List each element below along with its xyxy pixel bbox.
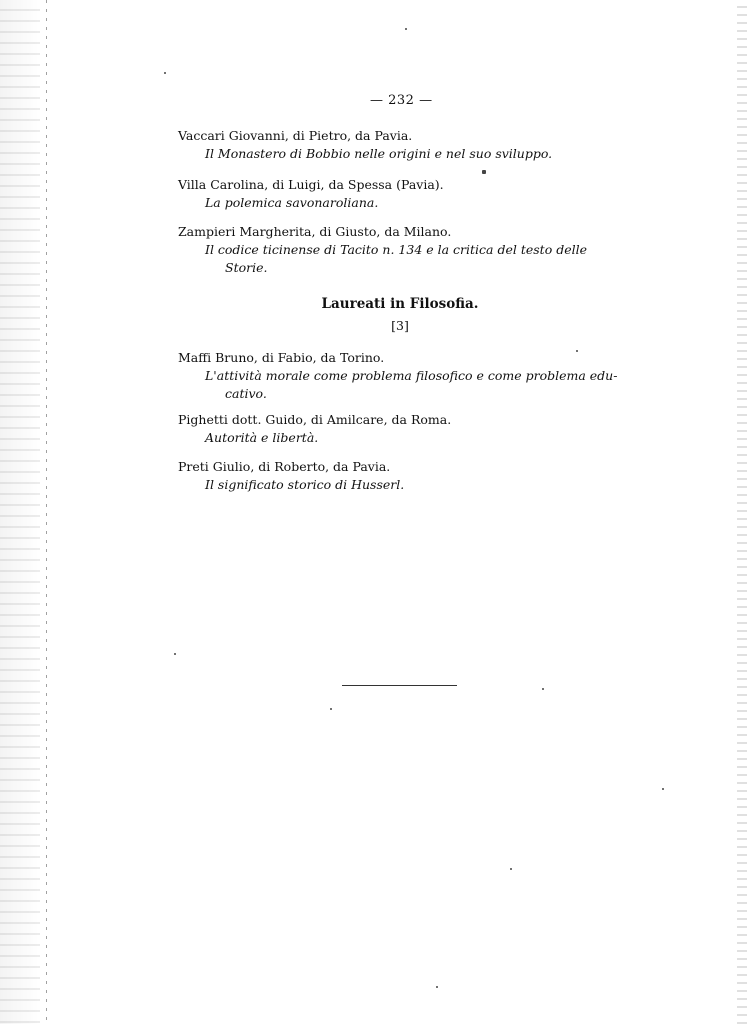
- scan-edge-left-line: [46, 0, 47, 1024]
- thesis-title-continuation: cativo.: [225, 386, 267, 401]
- graduate-name: Zampieri Margherita, di Giusto, da Milano.: [178, 224, 452, 239]
- thesis-title: Autorità e libertà.: [205, 430, 319, 445]
- scan-speck: [662, 788, 664, 790]
- scan-speck: [436, 986, 438, 988]
- scan-speck: [174, 653, 176, 655]
- list-item: [178, 176, 628, 212]
- graduate-name: Villa Carolina, di Luigi, da Spessa (Pavia).: [178, 177, 444, 192]
- thesis-title: Il significato storico di Husserl.: [205, 477, 405, 492]
- thesis-title: Il Monastero di Bobbio nelle origini e nel suo sviluppo.: [205, 146, 553, 161]
- section-heading: Laureati in Filosofia.: [321, 296, 479, 312]
- thesis-title: La polemica savonaroliana.: [205, 195, 379, 210]
- thesis-title: Il codice ticinense di Tacito n. 134 e la critica del testo delle: [205, 242, 587, 257]
- thesis-title-continuation: Storie.: [225, 260, 268, 275]
- scan-speck: [482, 170, 486, 174]
- section-count: [3]: [391, 318, 409, 333]
- graduate-name: Vaccari Giovanni, di Pietro, da Pavia.: [178, 128, 413, 143]
- list-item: [178, 127, 628, 163]
- list-item: [178, 349, 628, 403]
- scan-speck: [576, 350, 578, 352]
- scan-speck: [164, 72, 166, 74]
- scan-speck: [330, 708, 332, 710]
- graduate-name: Maffi Bruno, di Fabio, da Torino.: [178, 350, 385, 365]
- graduate-name: Pighetti dott. Guido, di Amilcare, da Roma.: [178, 412, 452, 427]
- scan-speck: [510, 868, 512, 870]
- scan-speck: [542, 688, 544, 690]
- scan-speck: [405, 28, 407, 30]
- graduate-name: Preti Giulio, di Roberto, da Pavia.: [178, 459, 391, 474]
- scan-edge-left: [0, 0, 40, 1024]
- thesis-title: L'attività morale come problema filosofico e come problema edu-: [205, 368, 618, 383]
- scan-edge-right: [737, 0, 747, 1024]
- page-number: — 232 —: [370, 93, 433, 108]
- list-item: [178, 458, 628, 494]
- list-item: [178, 411, 628, 447]
- list-item: [178, 223, 628, 277]
- closing-rule: [342, 685, 457, 686]
